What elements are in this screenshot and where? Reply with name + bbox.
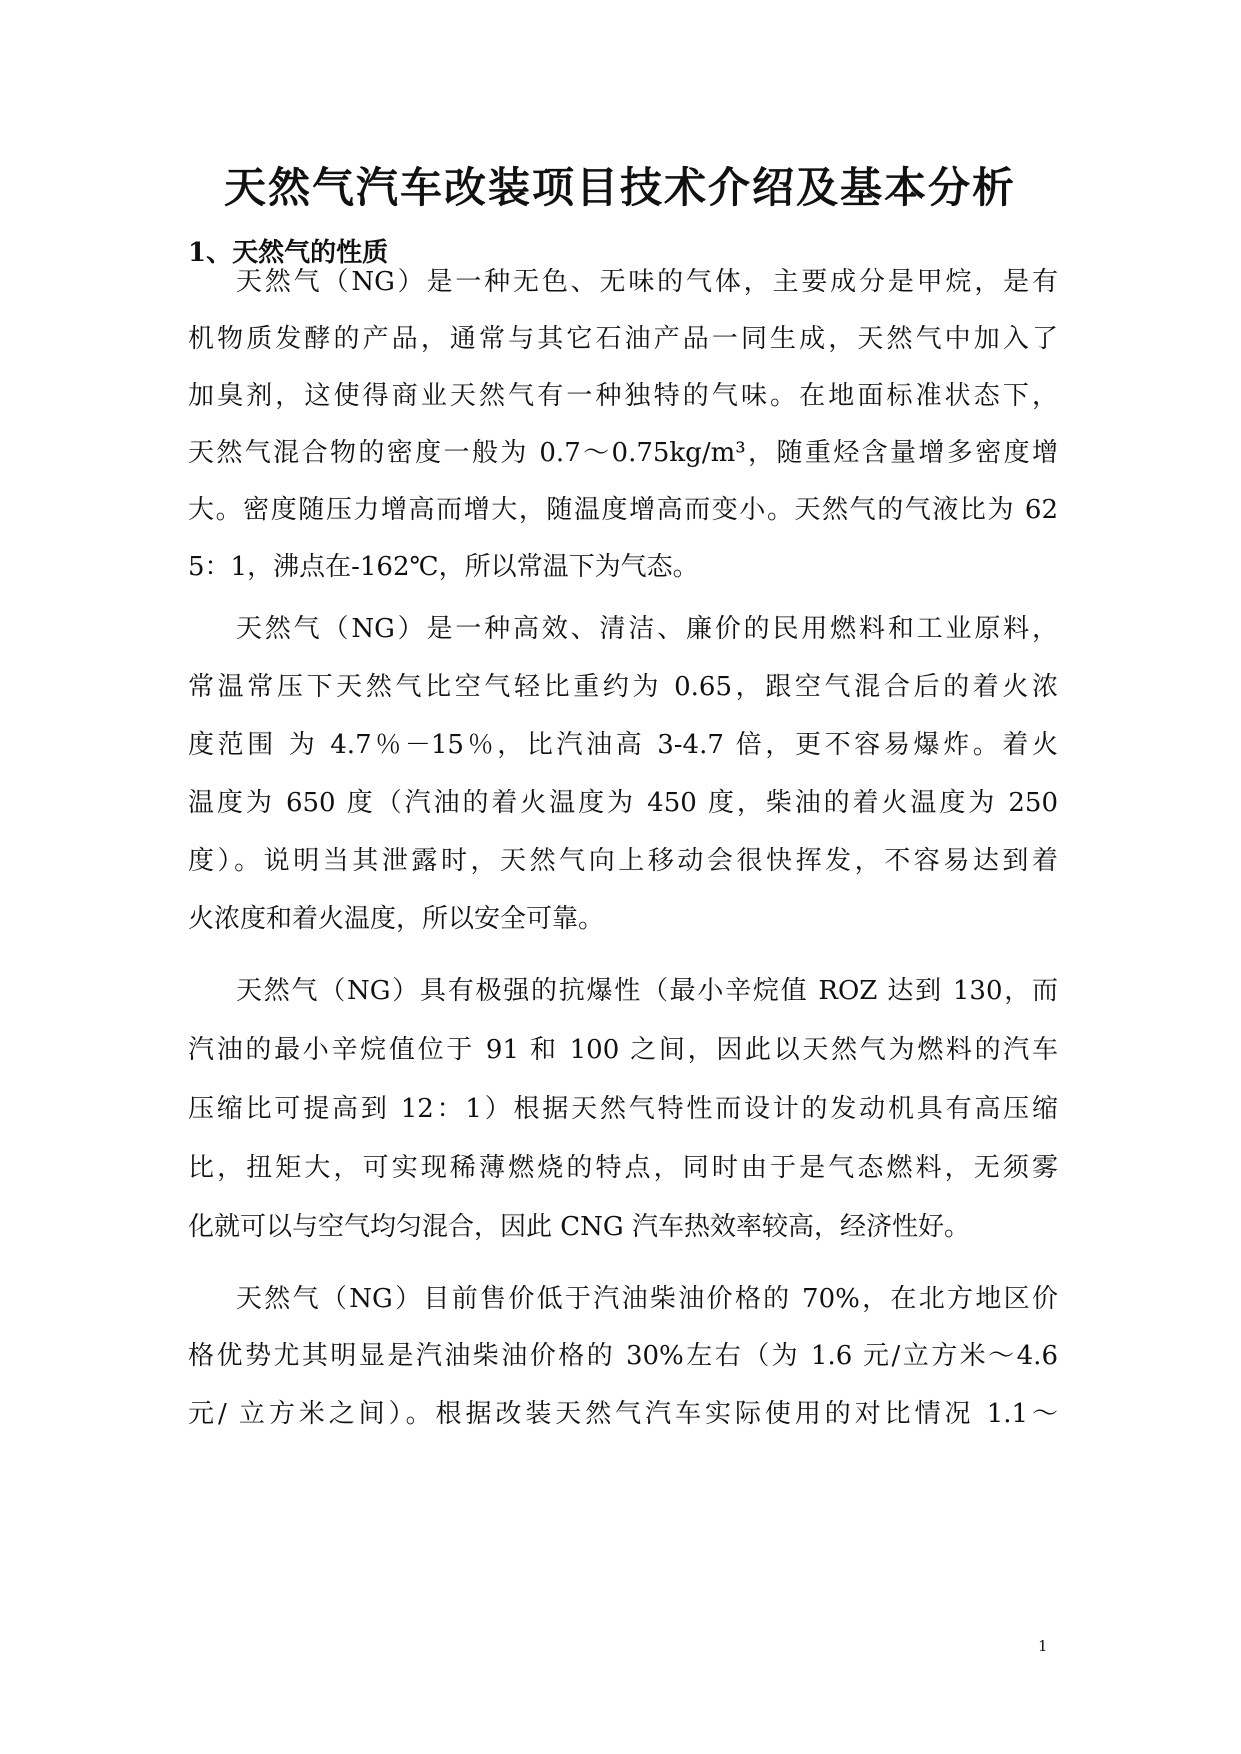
- paragraph-line: 天然气（NG）是一种高效、清洁、廉价的民用燃料和工业原料，: [236, 614, 1058, 644]
- paragraph-line: 格优势尤其明显是汽油柴油价格的 30%左右（为 1.6 元/立方米～4.6: [188, 1341, 1058, 1371]
- paragraph-line: 天然气混合物的密度一般为 0.7～0.75kg/m³，随重烃含量增多密度增: [188, 438, 1058, 468]
- page-number: 1: [1038, 1637, 1048, 1655]
- paragraph-line: 汽油的最小辛烷值位于 91 和 100 之间，因此以天然气为燃料的汽车: [188, 1035, 1058, 1065]
- section-heading: 1、天然气的性质: [188, 238, 389, 268]
- paragraph-line: 度）。说明当其泄露时，天然气向上移动会很快挥发，不容易达到着: [188, 846, 1058, 876]
- paragraph-line: 元/ 立方米之间）。根据改装天然气汽车实际使用的对比情况 1.1～: [188, 1399, 1058, 1429]
- paragraph-line: 火浓度和着火温度，所以安全可靠。: [188, 904, 605, 934]
- paragraph-line: 天然气（NG）目前售价低于汽油柴油价格的 70%，在北方地区价: [236, 1284, 1058, 1314]
- paragraph-line: 天然气（NG）是一种无色、无味的气体，主要成分是甲烷，是有: [236, 267, 1058, 297]
- paragraph-line: 机物质发酵的产品，通常与其它石油产品一同生成，天然气中加入了: [188, 324, 1058, 354]
- paragraph-line: 5：1，沸点在-162℃，所以常温下为气态。: [188, 552, 699, 582]
- paragraph-line: 比，扭矩大，可实现稀薄燃烧的特点，同时由于是气态燃料，无须雾: [188, 1153, 1058, 1183]
- paragraph-line: 度范围 为 4.7％－15％，比汽油高 3-4.7 倍，更不容易爆炸。着火: [188, 730, 1058, 760]
- paragraph-line: 化就可以与空气均匀混合，因此 CNG 汽车热效率较高，经济性好。: [188, 1212, 970, 1242]
- paragraph-line: 大。密度随压力增高而增大，随温度增高而变小。天然气的气液比为 62: [188, 495, 1058, 525]
- paragraph-line: 加臭剂，这使得商业天然气有一种独特的气味。在地面标准状态下，: [188, 381, 1058, 411]
- paragraph-line: 天然气（NG）具有极强的抗爆性（最小辛烷值 ROZ 达到 130，而: [236, 976, 1058, 1006]
- paragraph-line: 温度为 650 度（汽油的着火温度为 450 度，柴油的着火温度为 250: [188, 788, 1058, 818]
- paragraph-line: 压缩比可提高到 12：1）根据天然气特性而设计的发动机具有高压缩: [188, 1094, 1058, 1124]
- document-title: 天然气汽车改装项目技术介绍及基本分析: [223, 163, 1016, 212]
- paragraph-line: 常温常压下天然气比空气轻比重约为 0.65，跟空气混合后的着火浓: [188, 672, 1058, 702]
